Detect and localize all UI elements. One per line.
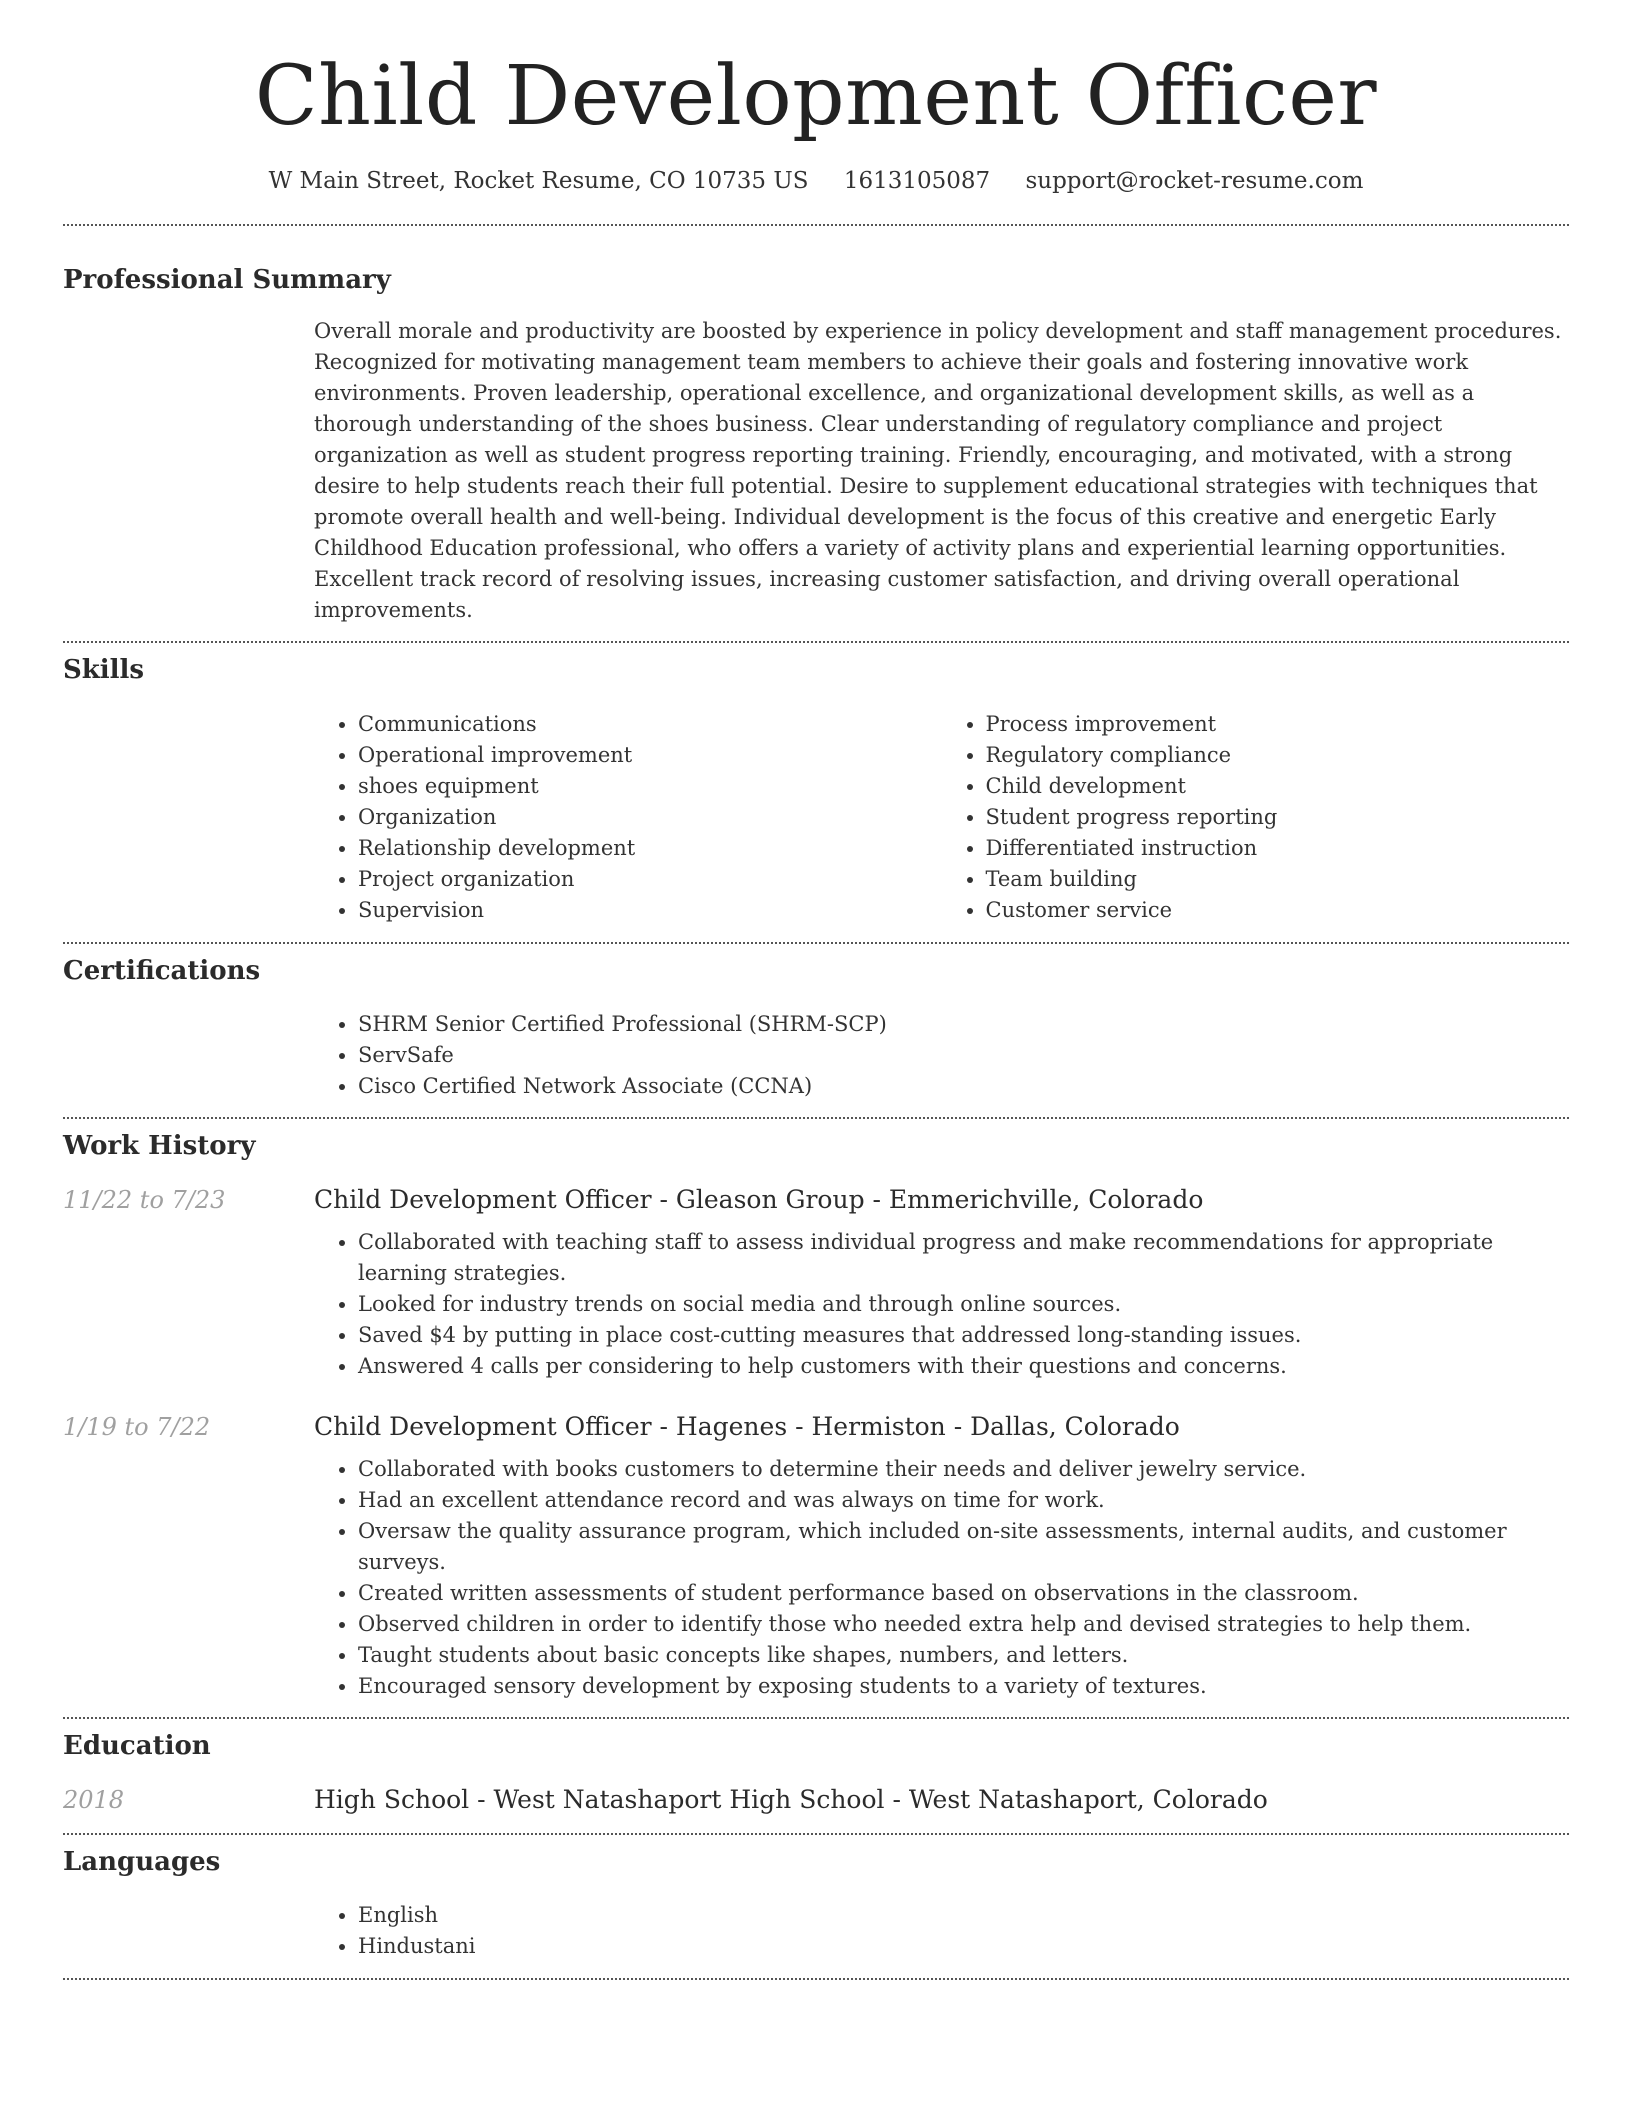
contact-line <box>63 168 1569 194</box>
resume-name: Child Development Officer <box>254 49 1378 144</box>
list-item: • English <box>358 1900 1569 1931</box>
certifications-title: Certifications <box>63 955 261 986</box>
work-section <box>63 1119 1569 1702</box>
summary-section <box>63 226 1569 626</box>
list-item: • Organization <box>358 802 942 833</box>
list-item: • Collaborated with teaching staff to assess individual progress and make recommendations for appropriate learning strategies. <box>358 1227 1569 1289</box>
list-item: • Relationship development <box>358 833 942 864</box>
job-date: 1/19 to 7/22 <box>63 1413 211 1442</box>
list-item: • Taught students about basic concepts like shapes, numbers, and letters. <box>358 1640 1569 1671</box>
contact-address: W Main Street, Rocket Resume, CO 10735 US <box>268 168 809 195</box>
list-item: • Project organization <box>358 864 942 895</box>
list-item: • Collaborated with books customers to determine their needs and deliver jewelry service. <box>358 1454 1569 1485</box>
certifications-content <box>314 1009 1569 1102</box>
skills-grid <box>314 709 1569 926</box>
list-item: • Oversaw the quality assurance program, which included on-site assessments, internal audits, and customer surveys. <box>358 1516 1569 1578</box>
list-item: • Looked for industry trends on social media and through online sources. <box>358 1289 1569 1320</box>
list-item: • Student progress reporting <box>986 802 1570 833</box>
job-bullets <box>314 1454 1569 1702</box>
contact-email: support@rocket-resume.com <box>1025 168 1364 195</box>
languages-content <box>314 1900 1569 1962</box>
job-details <box>314 1227 1569 1382</box>
list-item: • Had an excellent attendance record and was always on time for work. <box>358 1485 1569 1516</box>
list-item: • Saved $4 by putting in place cost-cutting measures that addressed long-standing issues. <box>358 1320 1569 1351</box>
list-item: • ServSafe <box>358 1040 1569 1071</box>
education-title: Education <box>63 1731 211 1762</box>
skills-section <box>63 643 1569 925</box>
list-item: • Observed children in order to identify those who needed extra help and devised strategies to help them. <box>358 1609 1569 1640</box>
list-item: • Created written assessments of student performance based on observations in the classroom. <box>358 1578 1569 1609</box>
education-section <box>63 1719 1569 1814</box>
certifications-section <box>63 944 1569 1102</box>
job-bullets <box>314 1227 1569 1382</box>
list-item: • Encouraged sensory development by exposing students to a variety of textures. <box>358 1671 1569 1702</box>
summary-text: Overall morale and productivity are boosted by experience in policy development and staff management procedures. Recognized for motivating management team members to achieve their goals and fostering innovative work environments. Proven leadership, operational excellence, and organizational development skills, as well as a thorough understanding of the shoes business. Clear understanding of regulatory compliance and project organization as well as student progress reporting training. Friendly, encouraging, and motivated, with a strong desire to help students reach their full potential. Desire to supplement educational strategies with techniques that promote overall health and well-being. Individual development is the focus of this creative and energetic Early Childhood Education professional, who offers a variety of activity plans and experiential learning opportunities. Excellent track record of resolving issues, increasing customer satisfaction, and driving overall operational improvements. <box>314 319 1562 623</box>
job-header <box>63 1412 1569 1441</box>
languages-title: Languages <box>63 1847 221 1878</box>
list-item: • Hindustani <box>358 1931 1569 1962</box>
list-item: • Answered 4 calls per considering to help customers with their questions and concerns. <box>358 1351 1569 1382</box>
work-title: Work History <box>63 1130 256 1161</box>
languages-section <box>63 1835 1569 1962</box>
education-date: 2018 <box>63 1786 125 1815</box>
languages-list <box>314 1900 1569 1962</box>
list-item: • Supervision <box>358 895 942 926</box>
job-details <box>314 1454 1569 1702</box>
list-item: • Operational improvement <box>358 740 942 771</box>
skills-title: Skills <box>63 655 145 686</box>
job-title: Child Development Officer - Hagenes - Hermiston - Dallas, Colorado <box>314 1412 1180 1442</box>
list-item: • shoes equipment <box>358 771 942 802</box>
job-date: 11/22 to 7/23 <box>63 1186 226 1215</box>
skills-list-left <box>314 709 942 926</box>
skills-list-right <box>942 709 1570 926</box>
education-title-text: High School - West Natashaport High School - West Natashaport, Colorado <box>314 1785 1268 1815</box>
list-item: • Child development <box>986 771 1570 802</box>
summary-title: Professional Summary <box>63 265 391 296</box>
list-item: • Customer service <box>986 895 1570 926</box>
list-item: • Process improvement <box>986 709 1570 740</box>
certifications-list <box>314 1009 1569 1102</box>
list-item: • Team building <box>986 864 1570 895</box>
education-entry <box>63 1785 1569 1814</box>
list-item: • Cisco Certified Network Associate (CCNA) <box>358 1071 1569 1102</box>
contact-phone: 1613105087 <box>843 168 991 195</box>
list-item: • Communications <box>358 709 942 740</box>
list-item: • Differentiated instruction <box>986 833 1570 864</box>
divider <box>63 1978 1569 1980</box>
list-item: • Regulatory compliance <box>986 740 1570 771</box>
list-item: • SHRM Senior Certified Professional (SHRM-SCP) <box>358 1009 1569 1040</box>
job-title: Child Development Officer - Gleason Group - Emmerichville, Colorado <box>314 1185 1204 1215</box>
job-header <box>63 1185 1569 1214</box>
